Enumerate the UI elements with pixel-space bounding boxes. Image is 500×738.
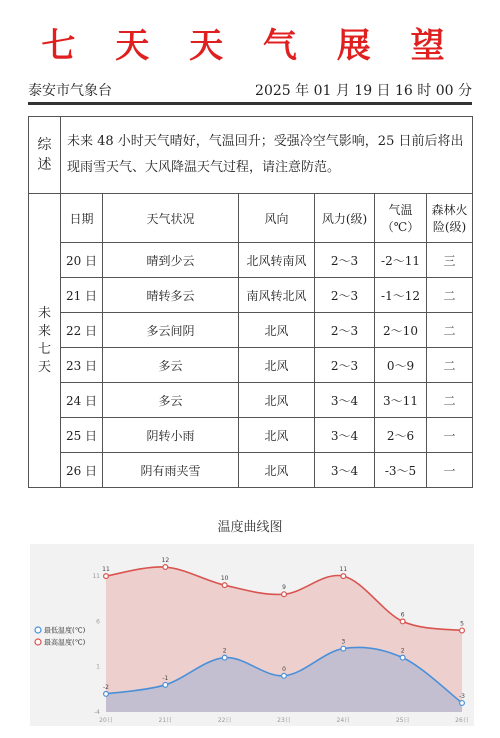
cell-wind-force: 3～4 bbox=[315, 453, 375, 488]
temperature-chart-svg bbox=[30, 544, 474, 726]
min-temp-label: 3 bbox=[341, 638, 346, 646]
cell-wind-direction: 北风转南风 bbox=[239, 243, 315, 278]
cell-date: 21 日 bbox=[61, 278, 103, 313]
x-tick-label: 25日 bbox=[395, 717, 410, 724]
chart-title: 温度曲线图 bbox=[217, 520, 283, 535]
table-row bbox=[29, 418, 473, 453]
cell-wind-direction: 北风 bbox=[239, 383, 315, 418]
cell-date: 20 日 bbox=[61, 243, 103, 278]
cell-fire-risk: 三 bbox=[427, 243, 473, 278]
table-row bbox=[29, 383, 473, 418]
max-temp-point bbox=[222, 583, 227, 588]
seven-day-label-text: 未 来 七 天 bbox=[37, 305, 51, 375]
header-weather: 天气状况 bbox=[103, 194, 239, 243]
legend-max-marker bbox=[35, 639, 41, 645]
max-temp-label: 6 bbox=[400, 611, 405, 619]
cell-weather: 多云 bbox=[103, 348, 239, 383]
cell-weather: 多云 bbox=[103, 383, 239, 418]
cell-date: 25 日 bbox=[61, 418, 103, 453]
cell-fire-risk: 一 bbox=[427, 453, 473, 488]
max-temp-label: 11 bbox=[339, 566, 348, 574]
header-fire-risk: 森林火险(级) bbox=[427, 194, 473, 243]
cell-wind-force: 2～3 bbox=[315, 313, 375, 348]
cell-fire-risk: 二 bbox=[427, 348, 473, 383]
cell-wind-direction: 南风转北风 bbox=[239, 278, 315, 313]
max-temp-label: 5 bbox=[460, 620, 464, 628]
cell-weather: 晴到少云 bbox=[103, 243, 239, 278]
summary-label-text: 综 述 bbox=[37, 137, 52, 173]
legend-min-marker bbox=[35, 627, 41, 633]
cell-weather: 多云间阴 bbox=[103, 313, 239, 348]
header-wind-direction: 风向 bbox=[239, 194, 315, 243]
max-temp-label: 10 bbox=[220, 575, 229, 583]
table-row bbox=[29, 453, 473, 488]
x-tick-label: 24日 bbox=[336, 717, 351, 724]
cell-wind-direction: 北风 bbox=[239, 418, 315, 453]
issue-info bbox=[28, 80, 472, 102]
cell-weather: 阴转小雨 bbox=[103, 418, 239, 453]
min-temp-point bbox=[104, 691, 109, 696]
y-tick-label: 1 bbox=[96, 663, 100, 671]
max-temp-point bbox=[400, 619, 405, 624]
min-temp-label: -1 bbox=[162, 674, 169, 682]
cell-temperature: 2～10 bbox=[375, 313, 427, 348]
x-tick-label: 20日 bbox=[99, 717, 113, 724]
max-temp-label: 11 bbox=[102, 566, 110, 574]
min-temp-label: -2 bbox=[103, 683, 109, 691]
cell-wind-force: 3～4 bbox=[315, 418, 375, 453]
cell-wind-force: 2～3 bbox=[315, 348, 375, 383]
legend-min-label: 最低温度(℃) bbox=[44, 626, 86, 635]
table-row bbox=[29, 348, 473, 383]
cell-wind-direction: 北风 bbox=[239, 348, 315, 383]
seven-day-label bbox=[29, 194, 61, 488]
cell-wind-force: 2～3 bbox=[315, 243, 375, 278]
cell-temperature: -3～5 bbox=[375, 453, 427, 488]
page-title: 七 天 天 气 展 望 bbox=[41, 26, 459, 66]
cell-temperature: 0～9 bbox=[375, 348, 427, 383]
min-temp-point bbox=[222, 655, 227, 660]
x-tick-label: 22日 bbox=[217, 717, 232, 724]
min-temp-point bbox=[163, 682, 168, 687]
issuing-office: 泰安市气象台 bbox=[28, 83, 112, 99]
cell-date: 22 日 bbox=[61, 313, 103, 348]
cell-wind-direction: 北风 bbox=[239, 313, 315, 348]
min-temp-label: 2 bbox=[222, 647, 227, 655]
y-tick-label: 6 bbox=[96, 618, 100, 626]
temperature-chart bbox=[30, 544, 474, 726]
forecast-table bbox=[28, 116, 473, 488]
cell-date: 26 日 bbox=[61, 453, 103, 488]
max-temp-label: 9 bbox=[282, 584, 286, 592]
y-tick-label: 11 bbox=[92, 573, 100, 581]
cell-weather: 晴转多云 bbox=[103, 278, 239, 313]
issue-time: 2025 年 01 月 19 日 16 时 00 分 bbox=[255, 83, 472, 99]
cell-temperature: -1～12 bbox=[375, 278, 427, 313]
max-temp-point bbox=[282, 592, 287, 597]
legend-max-label: 最高温度(℃) bbox=[44, 638, 86, 647]
min-temp-point bbox=[341, 646, 346, 651]
min-temp-label: 2 bbox=[400, 647, 405, 655]
summary-label bbox=[29, 117, 61, 194]
header-temperature: 气温（℃） bbox=[375, 194, 427, 243]
summary-row bbox=[29, 117, 473, 194]
summary-text: 未来 48 小时天气晴好，气温回升；受强冷空气影响，25 日前后将出现雨雪天气、大风降温天气过程，请注意防范。 bbox=[61, 117, 473, 194]
min-temp-point bbox=[460, 701, 465, 706]
header-date: 日期 bbox=[61, 194, 103, 243]
cell-fire-risk: 二 bbox=[427, 383, 473, 418]
cell-temperature: -2～11 bbox=[375, 243, 427, 278]
table-header-row bbox=[29, 194, 473, 243]
x-tick-label: 23日 bbox=[277, 717, 291, 724]
x-tick-label: 21日 bbox=[158, 717, 173, 724]
y-tick-label: -4 bbox=[94, 709, 100, 716]
table-row bbox=[29, 313, 473, 348]
cell-temperature: 2～6 bbox=[375, 418, 427, 453]
max-temp-point bbox=[341, 574, 346, 579]
min-temp-label: -3 bbox=[459, 692, 465, 700]
cell-fire-risk: 二 bbox=[427, 278, 473, 313]
min-temp-label: 0 bbox=[282, 665, 286, 673]
max-temp-point bbox=[460, 628, 465, 633]
min-temp-point bbox=[282, 673, 287, 678]
cell-date: 24 日 bbox=[61, 383, 103, 418]
max-temp-label: 12 bbox=[161, 557, 170, 565]
cell-fire-risk: 一 bbox=[427, 418, 473, 453]
cell-date: 23 日 bbox=[61, 348, 103, 383]
cell-wind-direction: 北风 bbox=[239, 453, 315, 488]
cell-temperature: 3～11 bbox=[375, 383, 427, 418]
x-tick-label: 26日 bbox=[455, 717, 469, 724]
cell-weather: 阴有雨夹雪 bbox=[103, 453, 239, 488]
cell-fire-risk: 二 bbox=[427, 313, 473, 348]
cell-wind-force: 2～3 bbox=[315, 278, 375, 313]
header-divider bbox=[28, 102, 472, 105]
max-temp-point bbox=[163, 565, 168, 570]
cell-wind-force: 3～4 bbox=[315, 383, 375, 418]
table-row bbox=[29, 243, 473, 278]
table-row bbox=[29, 278, 473, 313]
min-temp-point bbox=[400, 655, 405, 660]
header-wind-force: 风力(级) bbox=[315, 194, 375, 243]
max-temp-point bbox=[104, 574, 109, 579]
